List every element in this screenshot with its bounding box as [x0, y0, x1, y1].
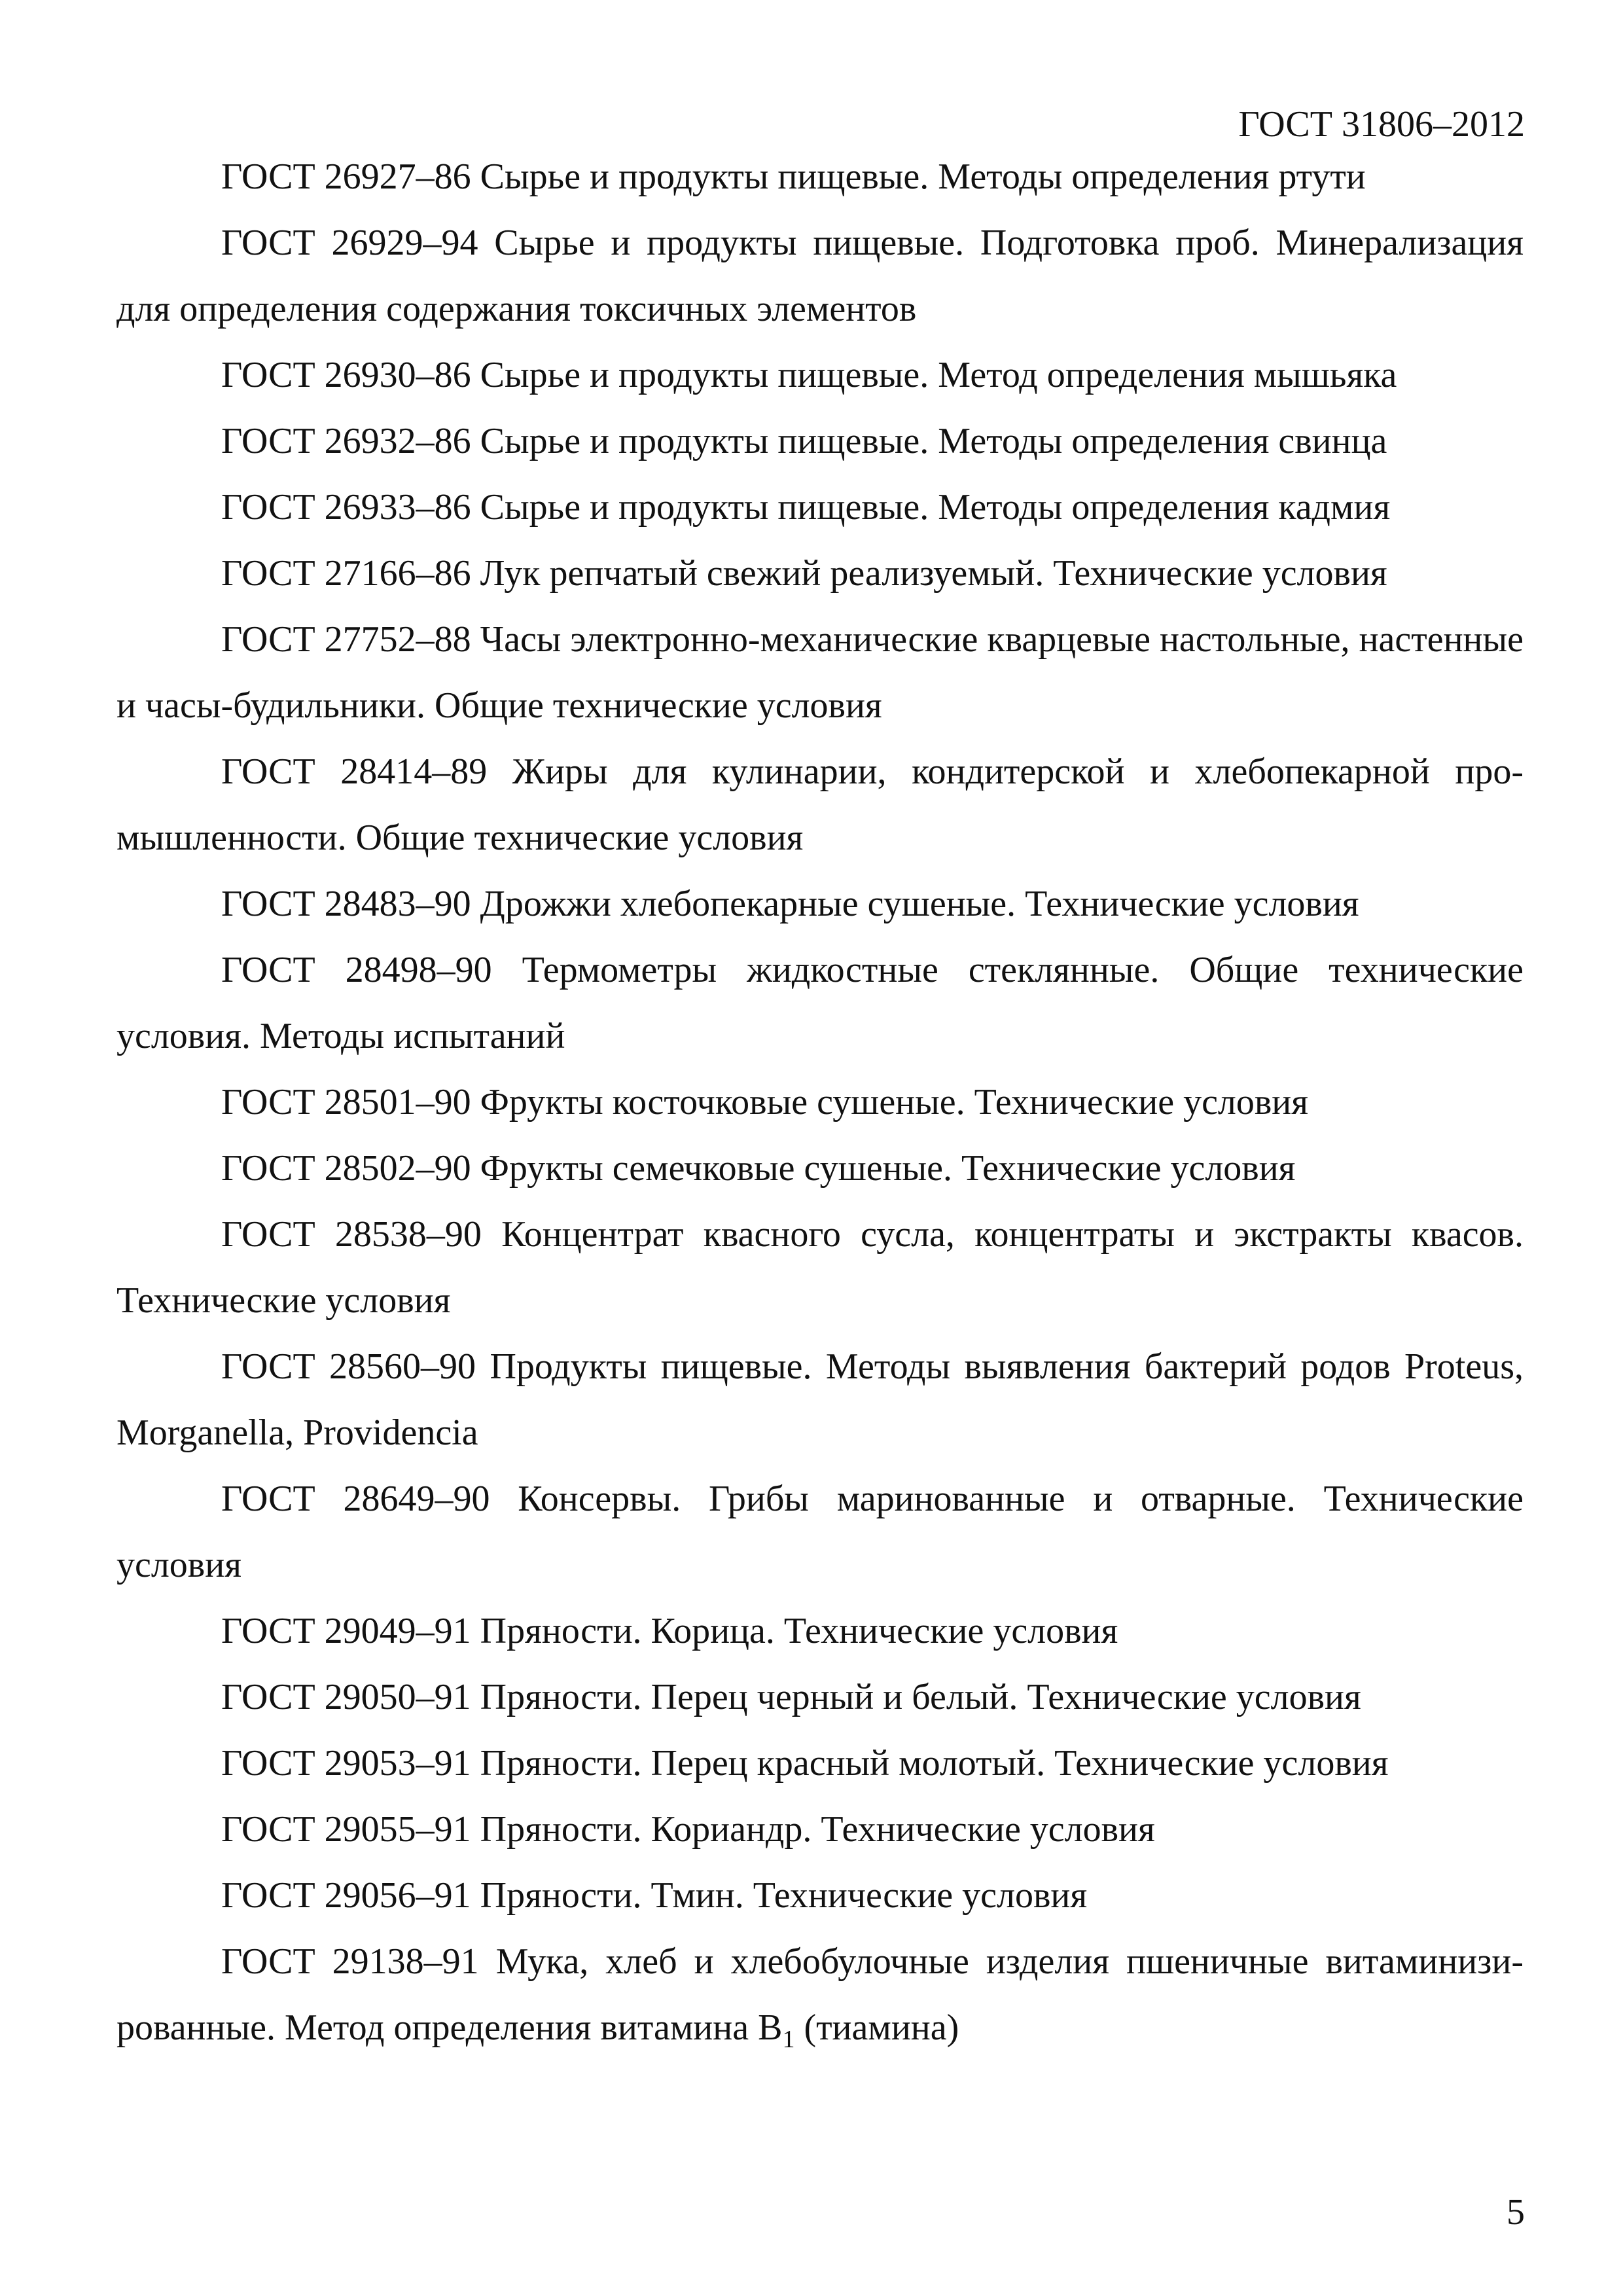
reference-title: Сырье и продукты пищевые. Подготовка проб. Минерализация для определения содержания токсичных элементов — [116, 223, 1524, 329]
reference-code: ГОСТ 26933–86 — [221, 487, 471, 528]
reference-item — [116, 1929, 1524, 2061]
reference-item — [116, 1731, 1524, 1797]
reference-title: Дрожжи хлебопекарные сушеные. Технические условия — [480, 884, 1359, 924]
reference-item — [116, 1863, 1524, 1929]
reference-code: ГОСТ 28414–89 — [221, 751, 488, 792]
reference-item — [116, 144, 1524, 210]
reference-item — [116, 937, 1524, 1069]
reference-code: ГОСТ 28502–90 — [221, 1148, 471, 1189]
reference-code: ГОСТ 28498–90 — [221, 950, 492, 990]
reference-title: Жиры для кулинарии, кондитерской и хлебопекарной промышленности. Общие технические условия — [116, 751, 1524, 858]
reference-code: ГОСТ 29056–91 — [221, 1875, 471, 1916]
reference-item — [116, 210, 1524, 342]
reference-code: ГОСТ 27752–88 — [221, 619, 471, 660]
reference-item — [116, 739, 1524, 871]
reference-code: ГОСТ 29050–91 — [221, 1677, 471, 1717]
reference-code: ГОСТ 29055–91 — [221, 1809, 471, 1850]
reference-code: ГОСТ 26927–86 — [221, 156, 471, 197]
reference-title: Мука, хлеб и хлебобулочные изделия пшеничные витаминизированные. Метод определения витамина B — [116, 1941, 1524, 2048]
reference-code: ГОСТ 26930–86 — [221, 355, 471, 395]
reference-title: Лук репчатый свежий реализуемый. Технические условия — [480, 553, 1387, 594]
reference-code: ГОСТ 26929–94 — [221, 223, 478, 263]
reference-title: Продукты пищевые. Методы выявления бактерий родов Proteus, Morganella, Providencia — [116, 1346, 1524, 1453]
reference-item — [116, 1334, 1524, 1466]
reference-title: Пряности. Кориандр. Технические условия — [480, 1809, 1155, 1850]
reference-item — [116, 607, 1524, 739]
reference-title: Пряности. Тмин. Технические условия — [480, 1875, 1088, 1916]
reference-title: Пряности. Перец красный молотый. Технические условия — [480, 1743, 1389, 1784]
reference-code: ГОСТ 28483–90 — [221, 884, 471, 924]
reference-title: Пряности. Перец черный и белый. Технические условия — [480, 1677, 1361, 1717]
reference-code: ГОСТ 29053–91 — [221, 1743, 471, 1784]
reference-code: ГОСТ 28560–90 — [221, 1346, 476, 1387]
reference-title: Сырье и продукты пищевые. Методы определения кадмия — [480, 487, 1391, 528]
reference-title: Сырье и продукты пищевые. Методы определения ртути — [480, 156, 1366, 197]
reference-item — [116, 541, 1524, 607]
vitamin-subscript: 1 — [782, 2026, 795, 2053]
normative-references-list — [116, 144, 1524, 2061]
reference-title: Консервы. Грибы маринованные и отварные. Технические условия — [116, 1479, 1524, 1585]
document-code-header: ГОСТ 31806–2012 — [1238, 104, 1525, 145]
reference-code: ГОСТ 27166–86 — [221, 553, 471, 594]
reference-code: ГОСТ 28538–90 — [221, 1214, 482, 1255]
reference-item — [116, 1598, 1524, 1664]
reference-title-suffix: (тиамина) — [804, 2007, 959, 2048]
reference-item — [116, 408, 1524, 475]
reference-item — [116, 342, 1524, 408]
reference-item — [116, 1797, 1524, 1863]
reference-title: Часы электронно-механические кварцевые настольные, настенные и часы-будильники. Общие технические условия — [116, 619, 1524, 726]
reference-title: Сырье и продукты пищевые. Метод определения мышьяка — [480, 355, 1397, 395]
reference-item — [116, 1664, 1524, 1731]
reference-item — [116, 1202, 1524, 1334]
reference-title: Фрукты косточковые сушеные. Технические условия — [480, 1082, 1309, 1122]
reference-item — [116, 475, 1524, 541]
reference-title: Сырье и продукты пищевые. Методы определения свинца — [480, 421, 1387, 461]
reference-code: ГОСТ 29138–91 — [221, 1941, 479, 1982]
page-number: 5 — [1507, 2192, 1525, 2233]
reference-code: ГОСТ 28649–90 — [221, 1479, 490, 1519]
reference-title: Концентрат квасного сусла, концентраты и экстракты квасов. Технические условия — [116, 1214, 1524, 1321]
reference-item — [116, 1136, 1524, 1202]
reference-code: ГОСТ 28501–90 — [221, 1082, 471, 1122]
reference-item — [116, 871, 1524, 937]
reference-title: Термометры жидкостные стеклянные. Общие технические условия. Методы испытаний — [116, 950, 1524, 1056]
reference-item — [116, 1069, 1524, 1136]
reference-item — [116, 1466, 1524, 1598]
reference-code: ГОСТ 26932–86 — [221, 421, 471, 461]
reference-title: Фрукты семечковые сушеные. Технические условия — [480, 1148, 1296, 1189]
reference-title: Пряности. Корица. Технические условия — [480, 1611, 1118, 1651]
reference-code: ГОСТ 29049–91 — [221, 1611, 471, 1651]
